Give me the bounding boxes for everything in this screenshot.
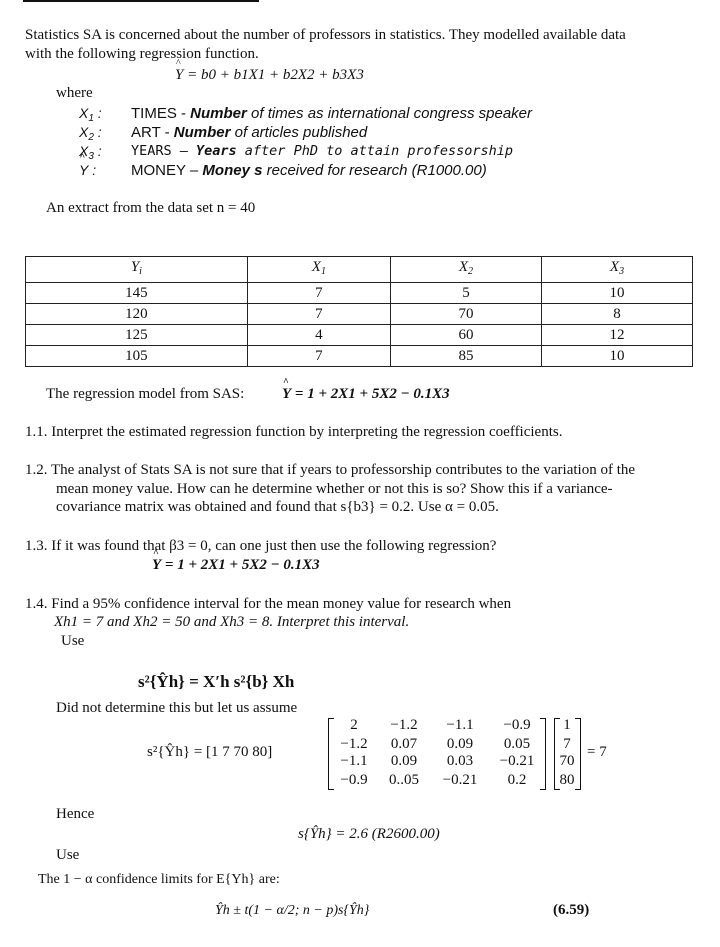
question-1-1: 1.1. Interpret the estimated regression function by interpreting the regression coefficients. — [25, 424, 563, 440]
se-result: s{Ŷh} = 2.6 (R2600.00) — [298, 826, 440, 842]
table-cell: 4 — [247, 325, 390, 346]
vector-cell: 7 — [563, 736, 571, 752]
variance-formula: s²{Ŷh} = X′h s²{b} Xh — [138, 672, 295, 691]
table-cell: 125 — [26, 325, 248, 346]
var-desc-x1: TIMES - Number of times as international congress speaker — [131, 105, 533, 122]
var-desc-y: MONEY – Money s received for research (R1000.00) — [131, 162, 487, 179]
question-1-4-line-2: Xh1 = 7 and Xh2 = 50 and Xh3 = 8. Interpret this interval. — [54, 614, 410, 630]
question-1-2-line-1: 1.2. The analyst of Stats SA is not sure that if years to professorship contributes to the variation of the — [25, 462, 636, 478]
vector-cell: 80 — [559, 772, 575, 788]
equation-number: (6.59) — [553, 902, 590, 918]
assume-text: Did not determine this but let us assume — [56, 700, 298, 716]
intro-line-2: with the following regression function. — [25, 46, 259, 62]
matrix-cell: 0.09 — [446, 736, 474, 752]
matrix-cell: 0..05 — [389, 772, 419, 788]
matrix-cell: 0.09 — [390, 753, 418, 769]
model-equation-text: = b0 + b1X1 + b2X2 + b3X3 — [187, 67, 364, 83]
table-row — [26, 283, 693, 304]
matrix-cell: −1.1 — [446, 717, 474, 733]
table-cell: 85 — [390, 346, 541, 367]
matrix-cell: −0.21 — [499, 753, 535, 769]
table-row — [26, 325, 693, 346]
where-label: where — [56, 85, 93, 101]
matrix-cell: 2 — [350, 717, 358, 733]
matrix-cell: −1.2 — [340, 736, 368, 752]
matrix-cell: −0.21 — [442, 772, 478, 788]
var-desc-x2: ART - Number of articles published — [131, 124, 368, 141]
var-desc-x3: YEARS – Years after PhD to attain professorship — [131, 143, 514, 159]
question-1-2-line-3: covariance matrix was obtained and found that s{b3} = 0.2. Use α = 0.05. — [56, 499, 499, 515]
matrix-cell: 0.03 — [446, 753, 474, 769]
matrix-cell: −1.1 — [340, 753, 368, 769]
var-symbol-y: ^ Y : — [79, 162, 96, 178]
top-rule — [23, 0, 259, 2]
table-cell: 10 — [541, 346, 692, 367]
confidence-formula: Ŷh ± t(1 − α/2; n − p)s{Ŷh} — [215, 903, 370, 918]
var-symbol-x1: $X_1$ : — [79, 105, 102, 124]
header-x2: $X_2$ — [390, 257, 541, 283]
data-table — [25, 256, 693, 367]
table-cell: 7 — [247, 283, 390, 304]
table-cell: 105 — [26, 346, 248, 367]
vector-cell: 1 — [563, 717, 571, 733]
hence-label: Hence — [56, 806, 95, 822]
table-header-row — [26, 257, 693, 283]
use-label: Use — [56, 847, 80, 863]
matrix-cell: −0.9 — [503, 717, 531, 733]
header-x1: $X_1$ — [247, 257, 390, 283]
table-cell: 7 — [247, 346, 390, 367]
sas-label: The regression model from SAS: — [46, 386, 245, 402]
extract-text: An extract from the data set n = 40 — [46, 200, 256, 216]
table-cell: 10 — [541, 283, 692, 304]
intro-line-1: Statistics SA is concerned about the number of professors in statistics. They modelled available data — [25, 27, 626, 43]
question-1-4-line-1: 1.4. Find a 95% confidence interval for the mean money value for research when — [25, 596, 512, 612]
matrix-cell: 0.05 — [503, 736, 531, 752]
question-1-4-use: Use — [61, 633, 85, 649]
header-y: $Y_i$ — [26, 257, 248, 283]
matrix-result: = 7 — [587, 744, 607, 760]
question-1-3: 1.3. If it was found that β3 = 0, can one just then use the following regression? — [25, 538, 497, 554]
question-1-2-line-2: mean money value. How can he determine whether or not this is so? Show this if a variance- — [56, 481, 613, 497]
table-row — [26, 304, 693, 325]
matrix-cell: 0.07 — [390, 736, 418, 752]
header-x3: $X_3$ — [541, 257, 692, 283]
confidence-limits-text: The 1 − α confidence limits for E{Yh} are: — [38, 872, 280, 887]
table-cell: 8 — [541, 304, 692, 325]
table-cell: 7 — [247, 304, 390, 325]
table-cell: 5 — [390, 283, 541, 304]
table-row — [26, 346, 693, 367]
matrix-cell: −0.9 — [340, 772, 368, 788]
var-symbol-x3: $X_3$ : — [79, 143, 102, 162]
vector-cell: 70 — [559, 753, 575, 769]
matrix-lhs: s²{Ŷh} = [1 7 70 80] — [147, 744, 273, 760]
table-cell: 120 — [26, 304, 248, 325]
table-cell: 12 — [541, 325, 692, 346]
model-equation: ^ Y = b0 + b1X1 + b2X2 + b3X3 — [175, 67, 364, 84]
sas-equation: ^ Y = 1 + 2X1 + 5X2 − 0.1X3 — [282, 386, 450, 403]
matrix-cell: −1.2 — [390, 717, 418, 733]
table-cell: 60 — [390, 325, 541, 346]
table-cell: 70 — [390, 304, 541, 325]
matrix-cell: 0.2 — [507, 772, 527, 788]
question-1-3-equation: ^ Y = 1 + 2X1 + 5X2 − 0.1X3 — [152, 557, 320, 574]
var-symbol-x2: $X_2$ : — [79, 124, 102, 143]
table-cell: 145 — [26, 283, 248, 304]
